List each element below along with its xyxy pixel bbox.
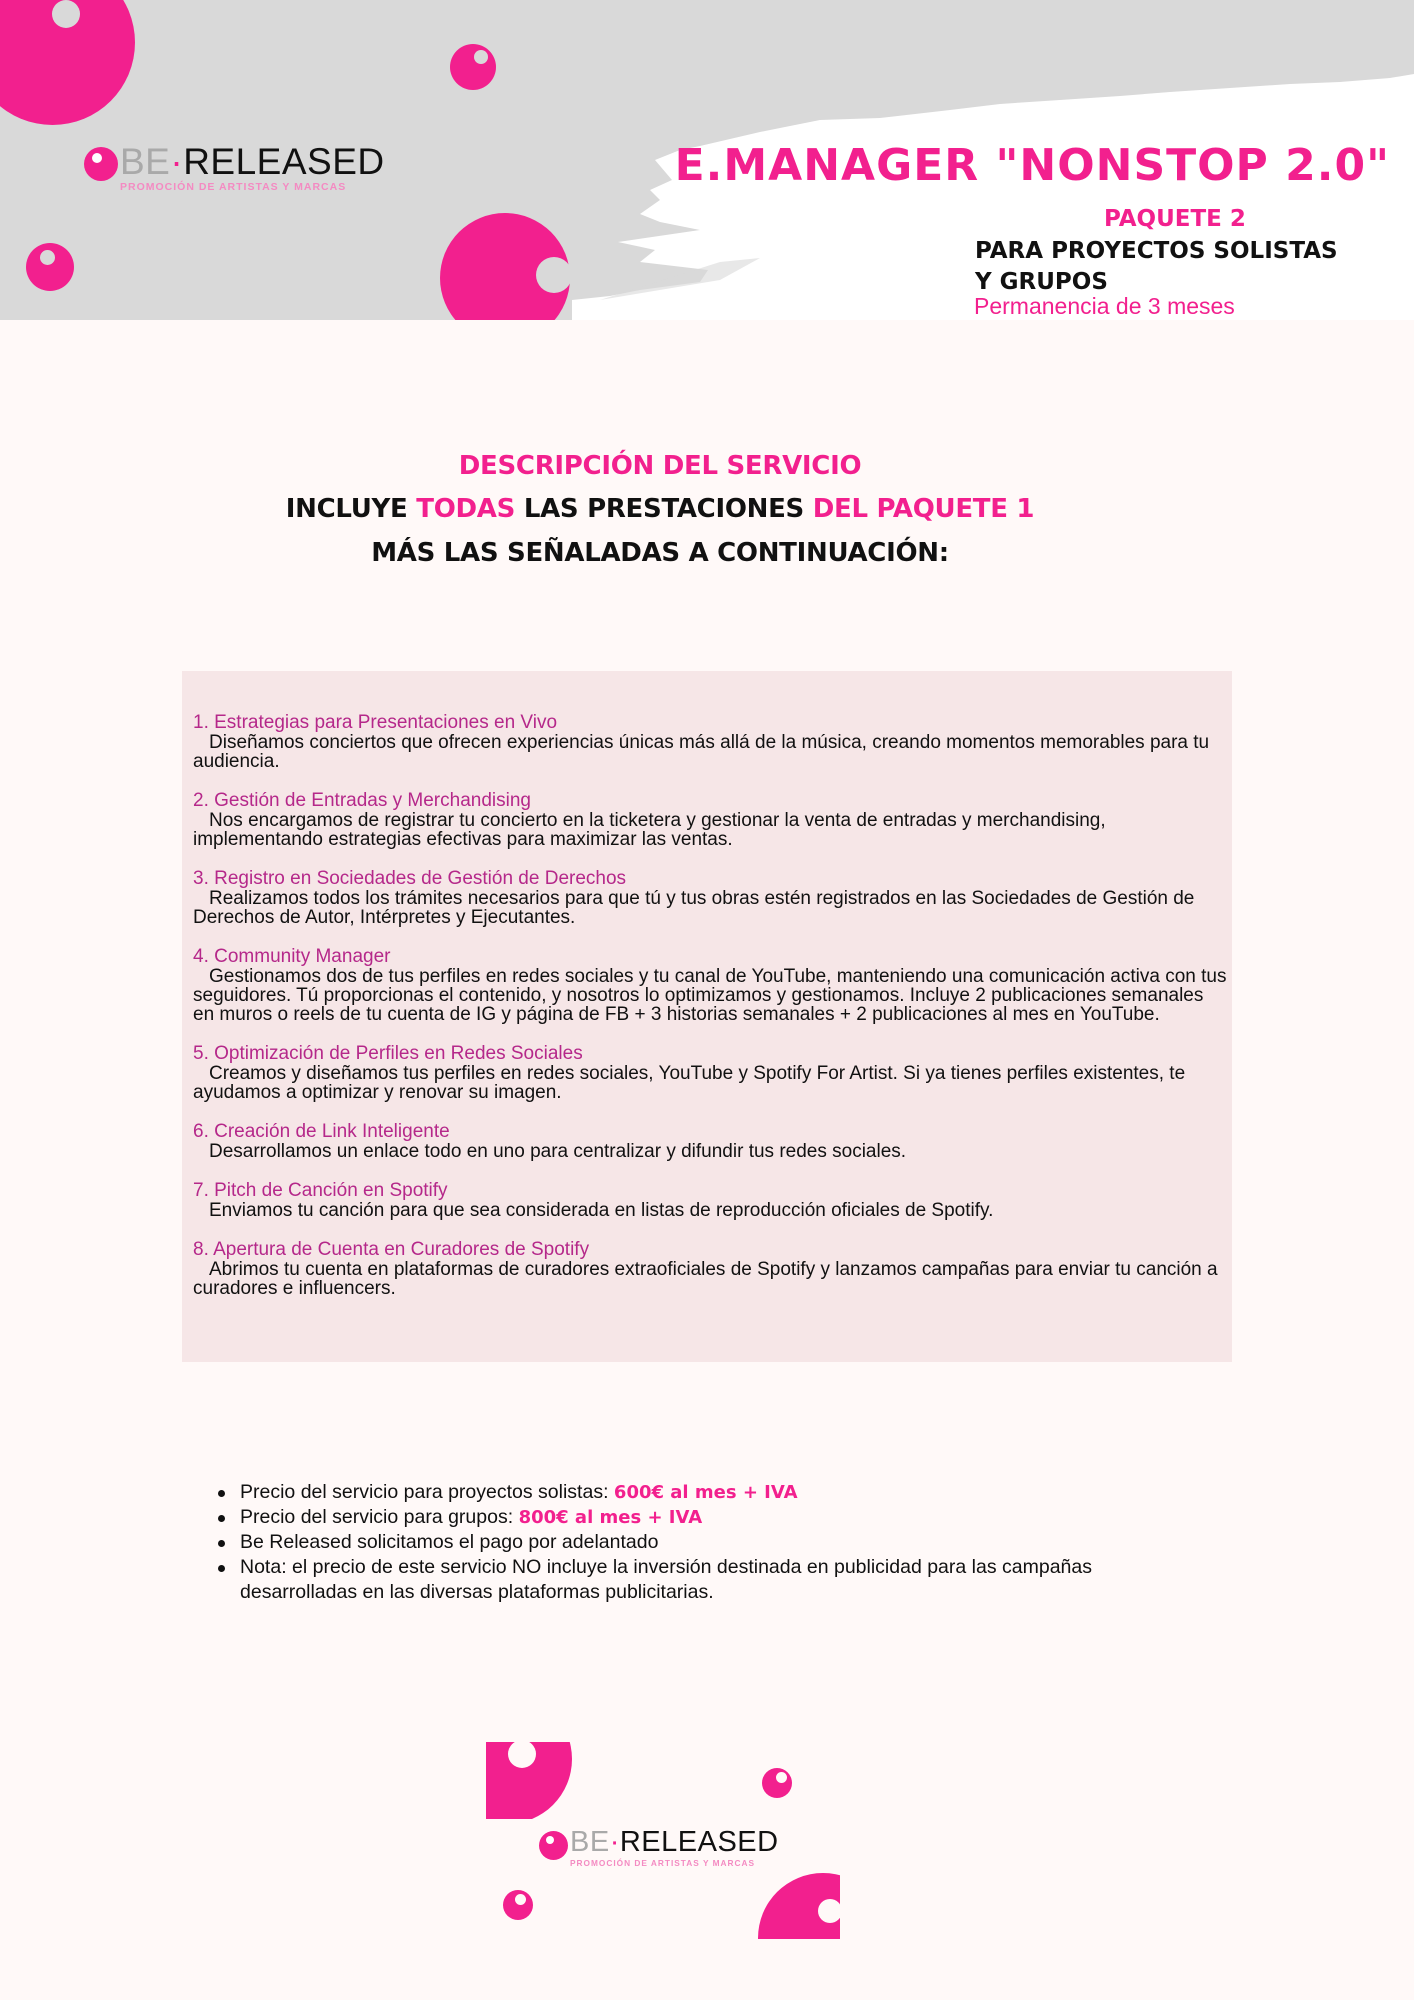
footer-bubble-large-right	[758, 1873, 840, 1939]
service-description: Diseñamos conciertos que ofrecen experiencias únicas más allá de la música, creando momentos memorables para tu audiencia.	[193, 732, 1210, 772]
projects-line-2: Y GRUPOS	[975, 269, 1108, 295]
services-list	[193, 713, 1228, 1318]
projects-label	[975, 236, 1338, 298]
footer-bubble-clip-top	[486, 1742, 572, 1819]
service-description: Enviamos tu canción para que sea considerada en listas de reproducción oficiales de Spotify.	[209, 1200, 994, 1221]
subheading-text-package1: DEL PAQUETE 1	[812, 494, 1035, 524]
solo-price-value: 600€ al mes + IVA	[613, 1482, 798, 1503]
service-description: Gestionamos dos de tus perfiles en redes sociales y tu canal de YouTube, manteniendo una comunicación activa con tus seguidores. Tú proporcionas el contenido, y nosotros lo optimizamos y gestionamos. Incluye 2 publicaciones semanales en muros o reels de tu cuenta de IG y página de FB + 3 historias semanales + 2 publicaciones al mes en YouTube.	[193, 966, 1227, 1025]
service-title: 4. Community Manager	[193, 946, 391, 967]
logo-tagline: PROMOCIÓN DE ARTISTAS Y MARCAS	[570, 1858, 756, 1868]
footer-bubble-small-top	[762, 1768, 792, 1798]
service-title: 3. Registro en Sociedades de Gestión de Derechos	[193, 868, 627, 889]
pricing-list	[216, 1480, 1176, 1605]
brand-logo-header	[84, 143, 385, 193]
footer-bubble-small-left	[503, 1890, 533, 1920]
service-item	[193, 947, 1228, 1024]
pricing-item-note: Nota: el precio de este servicio NO incluye la inversión destinada en publicidad para las campañas desarrolladas en las diversas plataformas publicitarias.	[216, 1555, 1176, 1605]
decorative-bubble-small-top	[450, 44, 496, 90]
service-title: 2. Gestión de Entradas y Merchandising	[193, 790, 531, 811]
section-heading: DESCRIPCIÓN DEL SERVICIO	[458, 451, 862, 481]
service-title: 6. Creación de Link Inteligente	[193, 1121, 450, 1142]
service-title: 1. Estrategias para Presentaciones en Vivo	[193, 712, 558, 733]
group-price-label: Precio del servicio para grupos:	[240, 1506, 519, 1528]
service-item	[193, 713, 1228, 771]
page-title: E.MANAGER "NONSTOP 2.0"	[674, 140, 1390, 191]
decorative-bubble-small-left	[26, 243, 74, 291]
logo-be: BE	[570, 1826, 610, 1858]
logo-be: BE	[120, 141, 171, 182]
pricing-item-solo	[216, 1480, 1176, 1505]
projects-line-1: PARA PROYECTOS SOLISTAS	[975, 238, 1338, 264]
section-subheading-line-3: MÁS LAS SEÑALADAS A CONTINUACIÓN:	[371, 538, 949, 568]
service-description: Creamos y diseñamos tus perfiles en redes sociales, YouTube y Spotify For Artist. Si ya tienes perfiles existentes, te ayudamos a optimizar y renovar su imagen.	[193, 1063, 1186, 1103]
logo-tagline: PROMOCIÓN DE ARTISTAS Y MARCAS	[120, 181, 347, 193]
logo-bubble-icon	[84, 147, 118, 181]
brand-logo-footer	[539, 1828, 779, 1868]
subheading-text-includes: INCLUYE	[285, 494, 417, 524]
service-description: Abrimos tu cuenta en plataformas de curadores extraoficiales de Spotify y lanzamos campañas para enviar tu canción a curadores e influencers.	[193, 1259, 1218, 1299]
logo-released: RELEASED	[619, 1826, 779, 1858]
subheading-text-all: TODAS	[416, 494, 516, 524]
solo-price-label: Precio del servicio para proyectos solistas:	[240, 1481, 614, 1503]
permanence-label: Permanencia de 3 meses	[974, 293, 1235, 319]
decorative-bubble-clip	[440, 210, 570, 320]
service-item	[193, 1122, 1228, 1161]
package-label: PAQUETE 2	[1104, 206, 1246, 232]
decorative-bubble-large-right	[440, 213, 570, 320]
service-item	[193, 791, 1228, 849]
service-title: 8. Apertura de Cuenta en Curadores de Spotify	[193, 1239, 590, 1260]
section-subheading-line-2	[0, 494, 1320, 524]
pricing-item-group	[216, 1505, 1176, 1530]
service-description: Nos encargamos de registrar tu concierto en la ticketera y gestionar la venta de entradas y merchandising, implementando estrategias efectivas para maximizar las ventas.	[193, 810, 1106, 850]
group-price-value: 800€ al mes + IVA	[518, 1507, 703, 1528]
service-title: 7. Pitch de Canción en Spotify	[193, 1180, 448, 1201]
service-item	[193, 869, 1228, 927]
logo-released: RELEASED	[183, 141, 385, 182]
service-item	[193, 1181, 1228, 1220]
logo-bubble-icon	[539, 1831, 568, 1860]
footer-bubble-large-top	[486, 1742, 572, 1819]
service-description: Realizamos todos los trámites necesarios para que tú y tus obras estén registrados en las Sociedades de Gestión de Derechos de Autor, Intérpretes y Ejecutantes.	[193, 888, 1195, 928]
service-item	[193, 1044, 1228, 1102]
footer-bubble-clip-right	[758, 1873, 840, 1939]
service-title: 5. Optimización de Perfiles en Redes Sociales	[193, 1043, 583, 1064]
service-description: Desarrollamos un enlace todo en uno para centralizar y difundir tus redes sociales.	[209, 1141, 907, 1162]
logo-dot: ·	[609, 1826, 620, 1858]
service-item	[193, 1240, 1228, 1298]
pricing-item-advance: Be Released solicitamos el pago por adelantado	[216, 1530, 1176, 1555]
logo-dot: ·	[170, 141, 184, 182]
subheading-text-services: LAS PRESTACIONES	[515, 494, 813, 524]
